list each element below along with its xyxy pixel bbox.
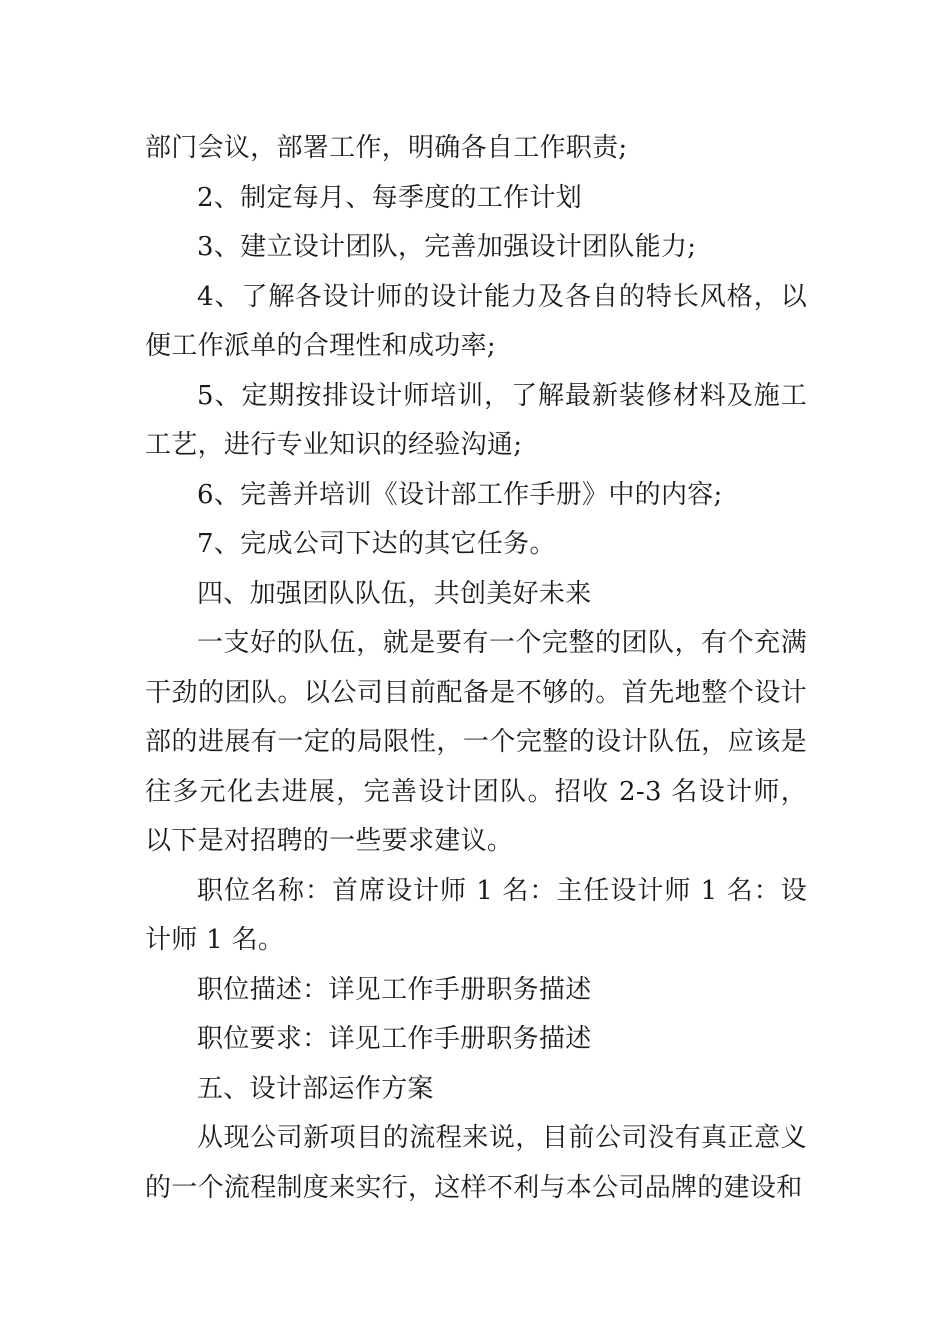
paragraph-item-4: 4、了解各设计师的设计能力及各自的特长风格，以便工作派单的合理性和成功率; — [145, 281, 807, 361]
section-heading-4: 四、加强团队队伍，共创美好未来 — [197, 578, 592, 609]
paragraph-item-5: 5、定期按排设计师培训，了解最新装修材料及施工工艺，进行专业知识的经验沟通; — [145, 380, 807, 460]
paragraph-position-requirements: 职位要求：详见工作手册职务描述 — [197, 1024, 592, 1054]
document-body — [145, 124, 807, 1213]
paragraph-item-3: 3、建立设计团队，完善加强设计团队能力; — [197, 232, 697, 262]
paragraph-position-description: 职位描述：详见工作手册职务描述 — [197, 974, 592, 1005]
paragraph-position-names: 职位名称：首席设计师 1 名：主任设计师 1 名：设计师 1 名。 — [145, 875, 807, 955]
paragraph-item-2: 2、制定每月、每季度的工作计划 — [197, 182, 583, 213]
paragraph-team-building: 一支好的队伍，就是要有一个完整的团队，有个充满干劲的团队。以公司目前配备是不够的。首先地整个设计部的进展有一定的局限性，一个完整的设计队伍，应该是往多元化去进展，完善设计团队。招收 2-3 名设计师，以下是对招聘的一些要求建议。 — [145, 628, 807, 856]
paragraph-operation-plan: 从现公司新项目的流程来说，目前公司没有真正意义的一个流程制度来实行，这样不利与本公司品牌的建设和 — [145, 1123, 807, 1203]
paragraph-item-6: 6、完善并培训《设计部工作手册》中的内容; — [197, 479, 723, 510]
section-heading-5: 五、设计部运作方案 — [197, 1073, 434, 1104]
paragraph-item-7: 7、完成公司下达的其它任务。 — [197, 529, 556, 559]
paragraph-meeting-duties: 部门会议，部署工作，明确各自工作职责; — [145, 133, 628, 163]
